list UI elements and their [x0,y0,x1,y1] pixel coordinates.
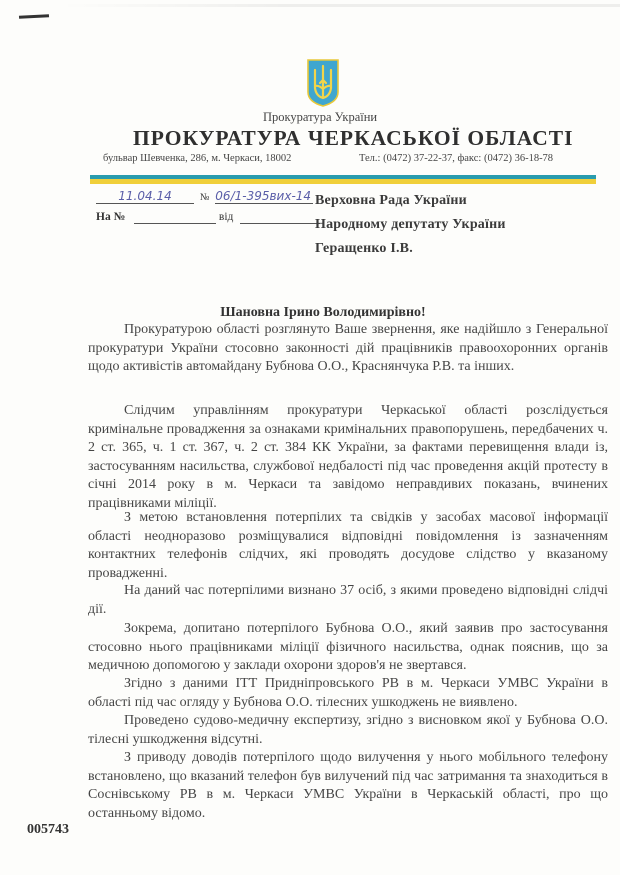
paragraph-7: Проведено судово-медичну експертизу, згідно з висновком якої у Бубнова О.О. тілесні ушкодження відсутні. [88,713,608,747]
flag-divider [90,175,596,185]
office-title: ПРОКУРАТУРА ЧЕРКАСЬКОЇ ОБЛАСТІ [133,126,574,150]
number-label: № [199,192,210,203]
outgoing-date: 11.04.14 [96,189,194,204]
coat-of-arms-trident-icon [306,58,340,107]
recipient-line-1: Верховна Рада України [315,193,467,208]
recipient-line-3: Геращенко І.В. [315,241,413,256]
recipient-line-2: Народному депутату України [315,217,506,232]
document-number: 005743 [27,822,69,837]
paragraph-3: З метою встановлення потерпілих та свідків у засобах масової інформації області неодноразово розміщувалися відповідні повідомлення із зазначенням контактних телефонів слідчих, які проводять досудове слідство у вказаному провадженні. [88,510,608,581]
paragraph-5: Зокрема, допитано потерпілого Бубнова О.О., який заявив про застосування стосовно нього працівниками міліції фізичного насильства, однак пояснив, що за медичною допомогою у заклади охорони здоров'я не звертався. [88,621,608,673]
outgoing-number: 06/1-395вих-14 [215,189,313,204]
paragraph-4: На даний час потерпілими визнано 37 осіб, з якими проведено відповідні слідчі дії. [88,583,608,617]
from-label: від [218,211,234,223]
salutation: Шановна Ірино Володимирівно! [220,305,426,320]
incoming-reference [96,211,320,224]
parent-office-label: Прокуратура України [263,110,378,124]
outgoing-reference [96,189,313,204]
reply-to-label: На № [96,211,126,223]
paragraph-6: Згідно з даними ІТТ Придніпровського РВ в м. Черкаси УМВС України в області під час огляду у Бубнова О.О. тілесних ушкоджень не виявлено. [88,676,608,710]
paragraph-8: З приводу доводів потерпілого щодо вилучення у нього мобільного телефону встановлено, що вказаний телефон був вилучений під час затримання та знаходиться в Соснівському РВ в м. Черкаси УМВС України в Черкаській області, про що останньому відомо. [88,750,608,821]
office-phones: Тел.: (0472) 37-22-37, факс: (0472) 36-18-78 [359,153,554,164]
paragraph-2: Слідчим управлінням прокуратури Черкаської області розслідується кримінальне провадження за ознаками кримінальних правопорушень, передбачених ч. 2 ст. 365, ч. 1 ст. 367, ч. 2 ст. 384 КК України, за фактами перевищення влади із, застосуванням насильства, службової недбалості під час проведення акцій протесту в січні 2014 року в м. Черкаси та завідомо неправдивих показань, вчинених працівниками міліції. [88,403,608,511]
pen-mark [19,14,49,19]
scan-edge-shadow [60,4,620,7]
paragraph-1: Прокуратурою області розглянуто Ваше звернення, яке надійшло з Генеральної прокуратури України стосовно законності дій працівників правоохоронних органів щодо активістів автомайдану Бубнова О.О., Краснянчука Р.В. та інших. [88,322,608,374]
office-address: бульвар Шевченка, 286, м. Черкаси, 18002 [103,153,292,164]
